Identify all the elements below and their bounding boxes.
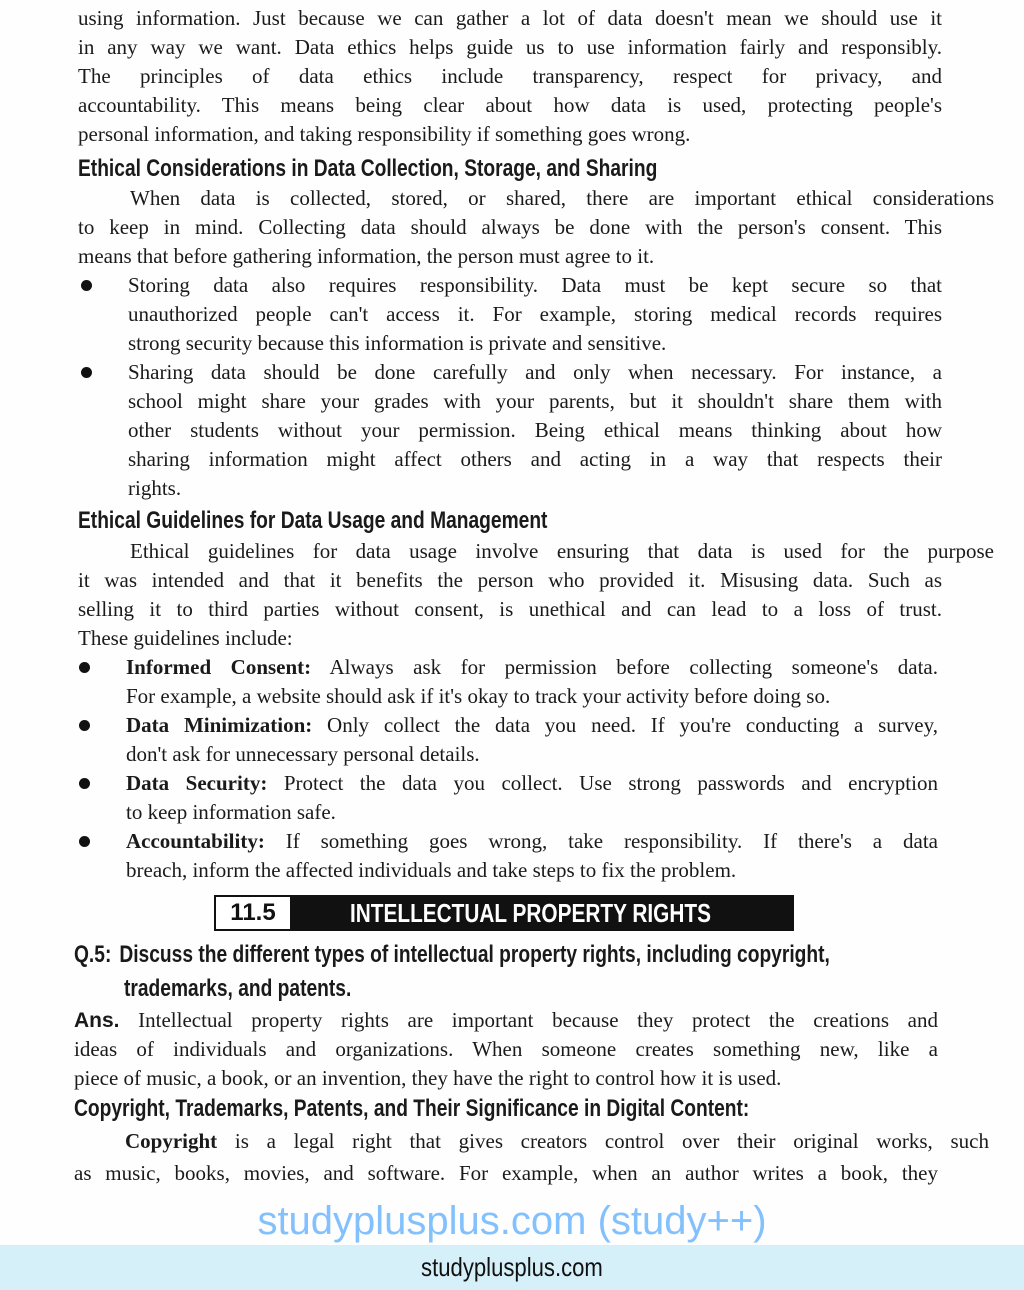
paragraph — [0, 4, 1024, 149]
section-heading: Copyright, Trademarks, Patents, and Their Significance in Digital Content: — [74, 1095, 750, 1122]
text-line — [74, 1157, 938, 1189]
line-text: These guidelines include: — [78, 626, 293, 650]
text-line — [74, 1035, 938, 1064]
bold-term: Copyright — [125, 1129, 218, 1153]
text-line — [126, 856, 938, 885]
question-label: Q.5: — [74, 941, 112, 968]
line-text: For example, a website should ask if it's okay to track your activity before doing so. — [126, 684, 831, 708]
text-line — [78, 213, 942, 242]
bold-term: Data Security: — [126, 771, 268, 795]
text-line — [126, 711, 938, 740]
line-text: Ethical guidelines for data usage involve ensuring that data is used for the purpose — [130, 539, 994, 563]
line-text: Intellectual property rights are important because they protect the creations and — [119, 1008, 938, 1032]
line-text: Storing data also requires responsibility. Data must be kept secure so that — [128, 273, 942, 297]
bold-term: Accountability: — [126, 829, 265, 853]
line-text: Only collect the data you need. If you're conducting a survey, — [312, 713, 938, 737]
text-line — [78, 91, 942, 120]
bullet-icon — [79, 836, 90, 847]
bold-term: Data Minimization: — [126, 713, 313, 737]
document-page — [0, 4, 1024, 1189]
text-line — [126, 740, 938, 769]
text-line — [78, 595, 942, 624]
text-line — [126, 682, 938, 711]
footer-banner — [0, 1245, 1024, 1290]
bullet-item — [0, 711, 1024, 769]
text-line — [126, 653, 938, 682]
line-text: Sharing data should be done carefully and only when necessary. For instance, a — [128, 360, 942, 384]
line-text: If something goes wrong, take responsibility. If there's a data — [264, 829, 938, 853]
line-text: as music, books, movies, and software. For example, when an author writes a book, they — [74, 1161, 938, 1185]
text-line — [128, 271, 942, 300]
line-text: school might share your grades with your parents, but it shouldn't share them with — [128, 389, 942, 413]
question-text: Discuss the different types of intellectual property rights, including copyright, — [119, 941, 830, 968]
line-text: breach, inform the affected individuals and take steps to fix the problem. — [126, 858, 737, 882]
line-text: Protect the data you collect. Use strong passwords and encryption — [267, 771, 938, 795]
line-text: don't ask for unnecessary personal details. — [126, 742, 480, 766]
line-text: it was intended and that it benefits the person who provided it. Misusing data. Such as — [78, 568, 942, 592]
text-line — [128, 358, 942, 387]
line-text: means that before gathering information, the person must agree to it. — [78, 244, 655, 268]
line-text: accountability. This means being clear about how data is used, protecting people's — [78, 93, 942, 117]
bullet-item — [0, 653, 1024, 711]
line-text: When data is collected, stored, or shared, there are important ethical considerations — [130, 186, 994, 210]
text-line — [126, 827, 938, 856]
paragraph — [0, 1125, 1024, 1189]
answer-label: Ans. — [74, 1009, 120, 1032]
question-line — [74, 938, 834, 972]
text-line — [128, 445, 942, 474]
line-text: to keep in mind. Collecting data should always be done with the person's consent. This — [78, 215, 942, 239]
line-text: ideas of individuals and organizations. When someone creates something new, like a — [74, 1037, 938, 1061]
text-line — [78, 120, 942, 149]
text-line — [126, 798, 938, 827]
section-heading: Ethical Guidelines for Data Usage and Management — [78, 507, 548, 534]
text-line — [78, 4, 942, 33]
text-line — [74, 1125, 989, 1157]
section-banner — [214, 895, 794, 931]
line-text: to keep information safe. — [126, 800, 336, 824]
line-text: unauthorized people can't access it. For example, storing medical records requires — [128, 302, 942, 326]
line-text: in any way we want. Data ethics helps guide us to use information fairly and responsibly. — [78, 35, 942, 59]
text-line — [78, 62, 942, 91]
section-heading: Ethical Considerations in Data Collection, Storage, and Sharing — [78, 155, 658, 182]
text-line — [74, 1064, 938, 1093]
line-text: sharing information might affect others and acting in a way that respects their — [128, 447, 942, 471]
paragraph — [0, 537, 1024, 653]
text-line — [128, 300, 942, 329]
text-line — [126, 769, 938, 798]
text-line — [78, 242, 942, 271]
line-text: other students without your permission. Being ethical means thinking about how — [128, 418, 942, 442]
line-text: using information. Just because we can gather a lot of data doesn't mean we should use it — [78, 6, 942, 30]
bold-term: Informed Consent: — [126, 655, 312, 679]
bullet-icon — [81, 280, 92, 291]
bullet-item — [0, 827, 1024, 885]
bullet-icon — [79, 720, 90, 731]
bullet-icon — [81, 367, 92, 378]
text-line — [78, 624, 942, 653]
text-line — [78, 184, 994, 213]
question-line: trademarks, and patents. — [124, 975, 352, 1002]
section-number: 11.5 — [216, 897, 292, 929]
bullet-item — [0, 271, 1024, 358]
line-text: The principles of data ethics include transparency, respect for privacy, and — [78, 64, 942, 88]
line-text: selling it to third parties without consent, is unethical and can lead to a loss of trust. — [78, 597, 942, 621]
bullet-icon — [79, 778, 90, 789]
line-text: Always ask for permission before collecting someone's data. — [311, 655, 938, 679]
text-line — [128, 474, 942, 503]
footer-site-link[interactable]: studyplusplus.com — [421, 1252, 603, 1282]
text-line — [78, 566, 942, 595]
line-text: strong security because this information is private and sensitive. — [128, 331, 667, 355]
line-text: piece of music, a book, or an invention, they have the right to control how it is used. — [74, 1066, 782, 1090]
text-line — [128, 416, 942, 445]
paragraph — [0, 184, 1024, 271]
line-text: is a legal right that gives creators control over their original works, such — [217, 1129, 989, 1153]
text-line — [78, 33, 942, 62]
bullet-icon — [79, 662, 90, 673]
text-line — [128, 329, 942, 358]
bullet-item — [0, 358, 1024, 503]
text-line — [74, 1006, 938, 1035]
line-text: rights. — [128, 476, 182, 500]
watermark-text: studyplusplus.com (study++) — [257, 1199, 767, 1243]
section-title: INTELLECTUAL PROPERTY RIGHTS — [350, 898, 711, 928]
answer — [0, 1006, 1024, 1093]
text-line — [78, 537, 994, 566]
line-text: personal information, and taking responsibility if something goes wrong. — [78, 122, 691, 146]
question — [0, 938, 1024, 1006]
text-line — [128, 387, 942, 416]
bullet-item — [0, 769, 1024, 827]
